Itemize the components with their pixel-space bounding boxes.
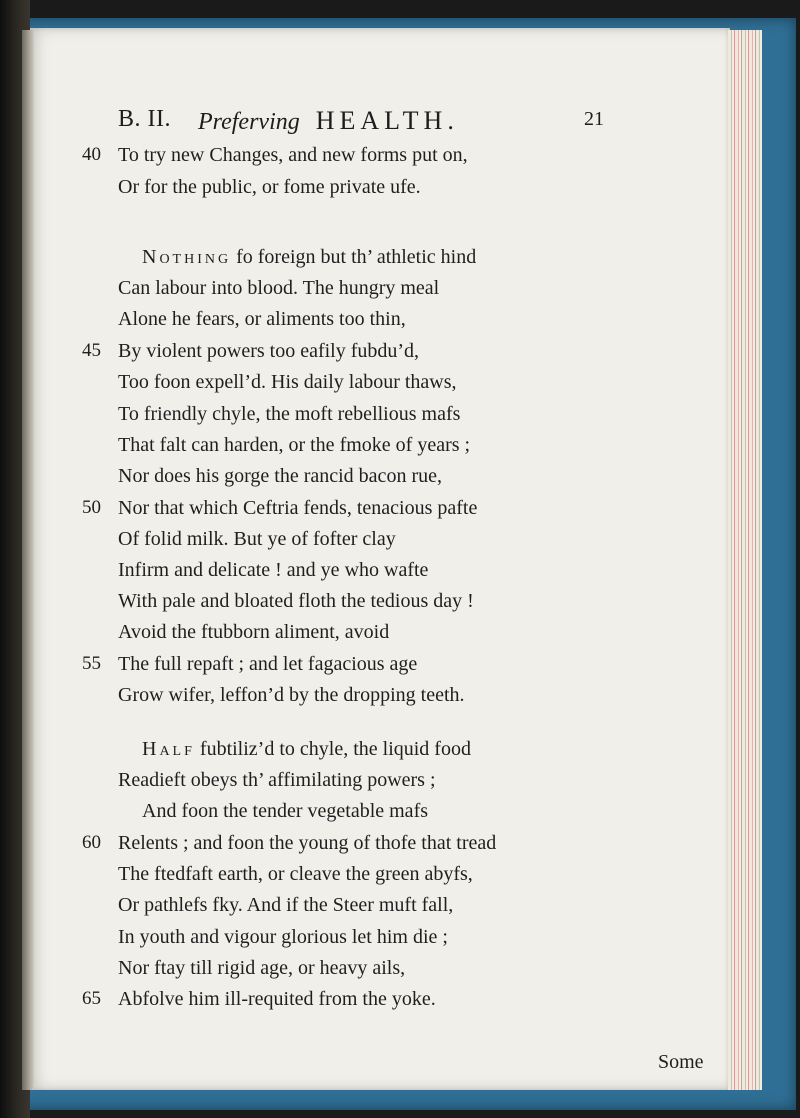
verse-text — [118, 984, 436, 1014]
verse-text — [118, 273, 439, 303]
verse-line — [30, 555, 770, 585]
verse-words: Abfolve him ill-requited from the yoke. — [118, 988, 436, 1010]
verse-lead-word: Half — [142, 738, 195, 760]
verse-words: Alone he fears, or aliments too thin, — [118, 308, 406, 330]
verse-text — [118, 617, 389, 647]
verse-words: Relents ; and foon the young of thofe that tread — [118, 832, 497, 854]
verse-line — [30, 734, 770, 764]
verse-words: That falt can harden, or the fmoke of years ; — [118, 434, 471, 456]
verse-line — [30, 461, 770, 491]
verse-text — [118, 765, 436, 795]
verse-text — [118, 524, 396, 554]
verse-line — [30, 617, 770, 647]
verse-line — [30, 828, 770, 858]
line-number: 50 — [82, 497, 101, 518]
verse-text — [118, 649, 417, 679]
verse-words: Readieft obeys th’ affimilating powers ; — [118, 769, 436, 791]
verse-words: Nor that which Ceftria fends, tenacious pafte — [118, 497, 478, 519]
verse-words: Of folid milk. But ye of fofter clay — [118, 528, 396, 550]
verse-line — [30, 367, 770, 397]
verse-words: Infirm and delicate ! and ye who wafte — [118, 559, 429, 581]
verse-text — [142, 242, 476, 272]
verse-line — [30, 336, 770, 366]
verse-text — [118, 859, 473, 889]
verse-lead-word: Nothing — [142, 246, 232, 268]
page-number: 21 — [584, 108, 604, 130]
verse-words: Avoid the ftubborn aliment, avoid — [118, 621, 390, 643]
verse-line — [30, 273, 770, 303]
verse-words: Nor ftay till rigid age, or heavy ails, — [118, 957, 406, 979]
verse-line — [30, 765, 770, 795]
verse-line — [30, 304, 770, 334]
verse-text — [118, 304, 406, 334]
verse-words: To try new Changes, and new forms put on, — [118, 144, 468, 166]
verse-text — [118, 555, 428, 585]
verse-text — [118, 399, 460, 429]
line-number: 40 — [82, 144, 101, 165]
section-label: B. II. — [118, 106, 171, 132]
verse-text — [118, 430, 470, 460]
verse-words: With pale and bloated floth the tedious day ! — [118, 590, 474, 612]
verse-line — [30, 140, 770, 170]
verse-line — [30, 984, 770, 1014]
verse-words: In youth and vigour glorious let him die ; — [118, 926, 448, 948]
verse-words: fo foreign but th’ athletic hind — [231, 246, 477, 268]
verse-text — [118, 586, 474, 616]
verse-words: fubtiliz’d to chyle, the liquid food — [194, 738, 471, 760]
verse-text — [118, 922, 448, 952]
catchword: Some — [658, 1051, 704, 1073]
verse-text — [118, 336, 419, 366]
verse-text — [118, 953, 405, 983]
verse-words: Can labour into blood. The hungry meal — [118, 277, 440, 299]
verse-text — [118, 461, 442, 491]
verse-line — [30, 242, 770, 272]
verse-words: Grow wifer, leffon’d by the dropping teeth. — [118, 684, 465, 706]
verse-line — [30, 859, 770, 889]
verse-text — [118, 680, 465, 710]
verse-words: Or for the public, or fome private ufe. — [118, 176, 421, 198]
page-edges — [728, 30, 762, 1090]
verse-line — [30, 649, 770, 679]
line-number: 60 — [82, 832, 101, 853]
verse-words: The full repaft ; and let fagacious age — [118, 653, 418, 675]
verse-text — [118, 828, 496, 858]
verse-text — [118, 172, 421, 202]
verse-text — [118, 493, 477, 523]
running-title-caps: HEALTH. — [315, 106, 459, 135]
line-number: 55 — [82, 653, 101, 674]
verse-line — [30, 493, 770, 523]
verse-text — [142, 734, 471, 764]
verse-line — [30, 430, 770, 460]
verse-text — [118, 890, 453, 920]
verse-line — [30, 680, 770, 710]
line-number: 65 — [82, 988, 101, 1009]
running-title — [198, 106, 459, 136]
verse-line — [30, 524, 770, 554]
verse-line — [30, 796, 770, 826]
verse-words: By violent powers too eafily fubdu’d, — [118, 340, 420, 362]
running-title-italic: Preferving — [198, 109, 300, 135]
verse-words: To friendly chyle, the moft rebellious mafs — [118, 403, 461, 425]
verse-line — [30, 172, 770, 202]
verse-line — [30, 586, 770, 616]
verse-line — [30, 890, 770, 920]
verse-line — [30, 922, 770, 952]
verse-text — [118, 367, 457, 397]
verse-words: Nor does his gorge the rancid bacon rue, — [118, 465, 442, 487]
book-page — [30, 28, 730, 1090]
verse-words: Too foon expell’d. His daily labour thaws, — [118, 371, 457, 393]
verse-words: And foon the tender vegetable mafs — [142, 800, 429, 822]
spine-gutter — [22, 30, 34, 1090]
verse-line — [30, 399, 770, 429]
verse-line — [30, 953, 770, 983]
line-number: 45 — [82, 340, 101, 361]
verse-text — [118, 140, 468, 170]
verse-words: Or pathlefs fky. And if the Steer muft fall, — [118, 894, 454, 916]
verse-text — [142, 796, 428, 826]
running-header — [118, 102, 604, 142]
verse-words: The ftedfaft earth, or cleave the green abyfs, — [118, 863, 473, 885]
